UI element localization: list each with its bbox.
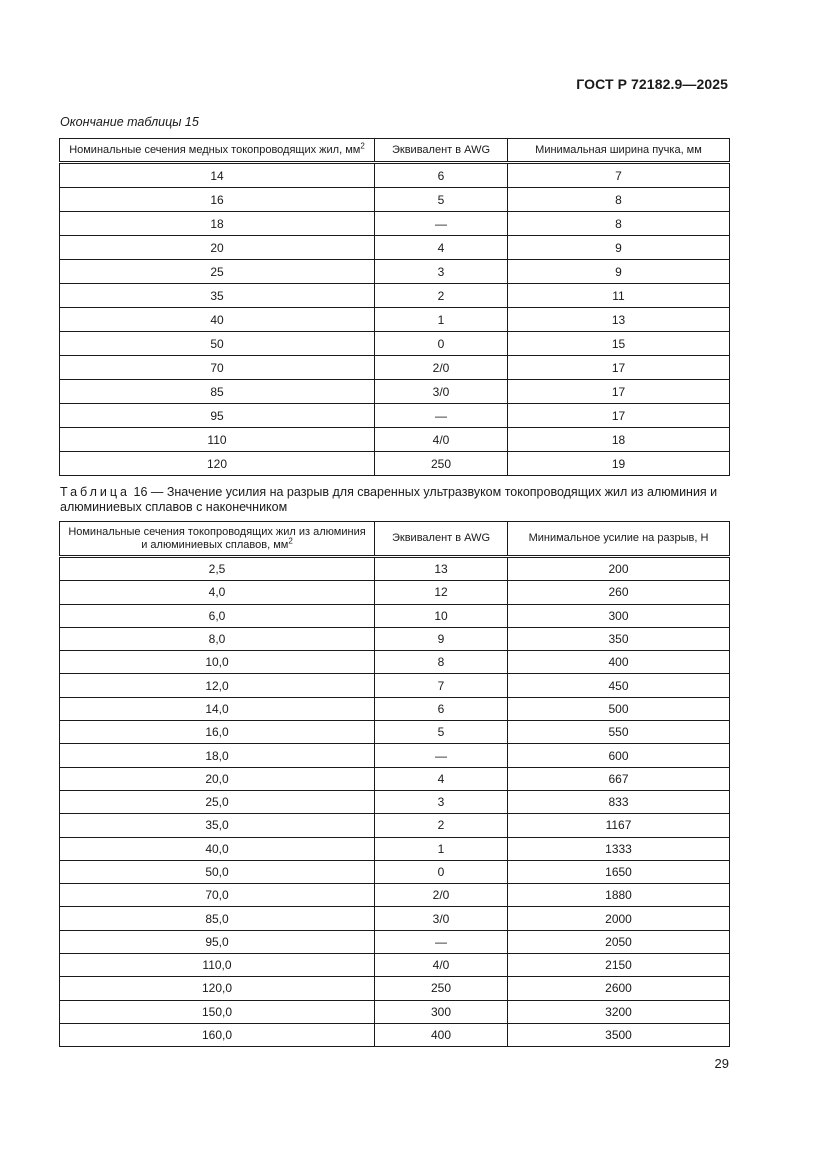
table-cell: 5 bbox=[375, 188, 508, 212]
table-row bbox=[60, 744, 730, 767]
table-row bbox=[60, 627, 730, 650]
table-cell: 10,0 bbox=[60, 651, 375, 674]
table-cell: 400 bbox=[375, 1023, 508, 1046]
table-cell: 18 bbox=[508, 428, 730, 452]
table-cell: 40 bbox=[60, 308, 375, 332]
table-cell: 85 bbox=[60, 380, 375, 404]
table-row bbox=[60, 557, 730, 581]
table-cell: 25,0 bbox=[60, 790, 375, 813]
table-row bbox=[60, 163, 730, 188]
table-cell: 7 bbox=[508, 163, 730, 188]
table-cell: 250 bbox=[375, 452, 508, 476]
table-cell: 70,0 bbox=[60, 884, 375, 907]
table-cell: 0 bbox=[375, 332, 508, 356]
table-header-row bbox=[60, 139, 730, 163]
table-row bbox=[60, 860, 730, 883]
table-cell: 160,0 bbox=[60, 1023, 375, 1046]
table-cell: 13 bbox=[375, 557, 508, 581]
table-cell: 17 bbox=[508, 356, 730, 380]
table-cell: 2000 bbox=[508, 907, 730, 930]
table-cell: 250 bbox=[375, 977, 508, 1000]
table-cell: 9 bbox=[375, 627, 508, 650]
table-cell: 3/0 bbox=[375, 380, 508, 404]
table-cell: 8,0 bbox=[60, 627, 375, 650]
table-cell: 20,0 bbox=[60, 767, 375, 790]
table-cell: 6 bbox=[375, 163, 508, 188]
table-cell: 600 bbox=[508, 744, 730, 767]
table-header-row bbox=[60, 522, 730, 557]
table-cell: 70 bbox=[60, 356, 375, 380]
table-cell: 17 bbox=[508, 404, 730, 428]
table-row bbox=[60, 332, 730, 356]
table-cell: 8 bbox=[508, 212, 730, 236]
table-cell: 12 bbox=[375, 581, 508, 604]
table-row bbox=[60, 188, 730, 212]
table-cell: 13 bbox=[508, 308, 730, 332]
table-row bbox=[60, 930, 730, 953]
table-16 bbox=[59, 521, 730, 1047]
column-header-awg: Эквивалент в AWG bbox=[375, 522, 508, 557]
table-cell: — bbox=[375, 744, 508, 767]
table-cell: 40,0 bbox=[60, 837, 375, 860]
table-cell: 3/0 bbox=[375, 907, 508, 930]
table-cell: 8 bbox=[375, 651, 508, 674]
table15-caption: Окончание таблицы 15 bbox=[60, 115, 199, 129]
table-row bbox=[60, 697, 730, 720]
column-header-bundle-width: Минимальная ширина пучка, мм bbox=[508, 139, 730, 163]
column-header-breaking-force: Минимальное усилие на разрыв, Н bbox=[508, 522, 730, 557]
table-cell: 35,0 bbox=[60, 814, 375, 837]
table-cell: 4/0 bbox=[375, 954, 508, 977]
table-cell: 150,0 bbox=[60, 1000, 375, 1023]
table-row bbox=[60, 651, 730, 674]
table-row bbox=[60, 212, 730, 236]
table-cell: 12,0 bbox=[60, 674, 375, 697]
table-cell: 4/0 bbox=[375, 428, 508, 452]
table-cell: 50,0 bbox=[60, 860, 375, 883]
table-cell: 1 bbox=[375, 837, 508, 860]
table-cell: 5 bbox=[375, 721, 508, 744]
table-cell: 3 bbox=[375, 260, 508, 284]
table-row bbox=[60, 260, 730, 284]
column-header-cross-section: Номинальные сечения токопроводящих жил из алюминия и алюминиевых сплавов, $мм^2$ bbox=[60, 522, 375, 557]
table-cell: 0 bbox=[375, 860, 508, 883]
table-cell: 10 bbox=[375, 604, 508, 627]
table-cell: 2 bbox=[375, 284, 508, 308]
table-cell: 95 bbox=[60, 404, 375, 428]
table-cell: 2600 bbox=[508, 977, 730, 1000]
table-cell: 120,0 bbox=[60, 977, 375, 1000]
table-cell: — bbox=[375, 212, 508, 236]
table-cell: 2/0 bbox=[375, 356, 508, 380]
table-cell: 300 bbox=[508, 604, 730, 627]
table-cell: 2150 bbox=[508, 954, 730, 977]
table-cell: 50 bbox=[60, 332, 375, 356]
table-cell: 19 bbox=[508, 452, 730, 476]
table16-caption-label: Таблица bbox=[60, 485, 131, 499]
table-15 bbox=[59, 138, 730, 476]
table-cell: 450 bbox=[508, 674, 730, 697]
table-cell: 500 bbox=[508, 697, 730, 720]
table-cell: 2050 bbox=[508, 930, 730, 953]
table-cell: 3200 bbox=[508, 1000, 730, 1023]
table-cell: 7 bbox=[375, 674, 508, 697]
table-cell: 400 bbox=[508, 651, 730, 674]
table-row bbox=[60, 404, 730, 428]
table-cell: 2,5 bbox=[60, 557, 375, 581]
table-cell: 6 bbox=[375, 697, 508, 720]
table-row bbox=[60, 356, 730, 380]
table-cell: 4 bbox=[375, 236, 508, 260]
table-cell: 1650 bbox=[508, 860, 730, 883]
table-row bbox=[60, 428, 730, 452]
table-cell: 16,0 bbox=[60, 721, 375, 744]
table-cell: 95,0 bbox=[60, 930, 375, 953]
table16-caption bbox=[60, 485, 732, 515]
table-cell: 2/0 bbox=[375, 884, 508, 907]
table-cell: 667 bbox=[508, 767, 730, 790]
table-row bbox=[60, 1023, 730, 1046]
page-number: 29 bbox=[714, 1056, 729, 1071]
table-cell: 18 bbox=[60, 212, 375, 236]
table-cell: 18,0 bbox=[60, 744, 375, 767]
column-header-cross-section: Номинальные сечения медных токопроводящих жил, $мм^2$ bbox=[60, 139, 375, 163]
table-cell: 3 bbox=[375, 790, 508, 813]
table-cell: 1880 bbox=[508, 884, 730, 907]
table-cell: 6,0 bbox=[60, 604, 375, 627]
table-cell: 1 bbox=[375, 308, 508, 332]
table-row bbox=[60, 674, 730, 697]
table-row bbox=[60, 380, 730, 404]
table-cell: 11 bbox=[508, 284, 730, 308]
table-row bbox=[60, 721, 730, 744]
table-row bbox=[60, 308, 730, 332]
table16-caption-text: 16 — Значение усилия на разрыв для сваренных ультразвуком токопроводящих жил из алюминия и алюминиевых сплавов с наконечником bbox=[60, 485, 718, 514]
table-cell: 110 bbox=[60, 428, 375, 452]
table-row bbox=[60, 581, 730, 604]
table-row bbox=[60, 767, 730, 790]
table-row bbox=[60, 884, 730, 907]
table-cell: 8 bbox=[508, 188, 730, 212]
table-cell: 120 bbox=[60, 452, 375, 476]
table-row bbox=[60, 790, 730, 813]
table-cell: — bbox=[375, 930, 508, 953]
table-row bbox=[60, 907, 730, 930]
table-row bbox=[60, 1000, 730, 1023]
table-cell: 35 bbox=[60, 284, 375, 308]
table-row bbox=[60, 236, 730, 260]
table-cell: 2 bbox=[375, 814, 508, 837]
table-row bbox=[60, 837, 730, 860]
table-cell: 350 bbox=[508, 627, 730, 650]
table-cell: 14,0 bbox=[60, 697, 375, 720]
table-row bbox=[60, 452, 730, 476]
document-code: ГОСТ Р 72182.9—2025 bbox=[576, 76, 728, 92]
table-cell: — bbox=[375, 404, 508, 428]
table-cell: 200 bbox=[508, 557, 730, 581]
table-cell: 1333 bbox=[508, 837, 730, 860]
table-cell: 15 bbox=[508, 332, 730, 356]
table-cell: 16 bbox=[60, 188, 375, 212]
table-cell: 833 bbox=[508, 790, 730, 813]
table-row bbox=[60, 604, 730, 627]
table-cell: 9 bbox=[508, 236, 730, 260]
table-row bbox=[60, 954, 730, 977]
table-cell: 85,0 bbox=[60, 907, 375, 930]
table-cell: 4,0 bbox=[60, 581, 375, 604]
table-cell: 260 bbox=[508, 581, 730, 604]
table-row bbox=[60, 284, 730, 308]
table-cell: 14 bbox=[60, 163, 375, 188]
table-cell: 4 bbox=[375, 767, 508, 790]
table-cell: 25 bbox=[60, 260, 375, 284]
table-cell: 300 bbox=[375, 1000, 508, 1023]
table-cell: 9 bbox=[508, 260, 730, 284]
table-cell: 550 bbox=[508, 721, 730, 744]
table-cell: 3500 bbox=[508, 1023, 730, 1046]
table-cell: 110,0 bbox=[60, 954, 375, 977]
table-cell: 20 bbox=[60, 236, 375, 260]
table-cell: 1167 bbox=[508, 814, 730, 837]
column-header-awg: Эквивалент в AWG bbox=[375, 139, 508, 163]
table-row bbox=[60, 814, 730, 837]
table-row bbox=[60, 977, 730, 1000]
table-cell: 17 bbox=[508, 380, 730, 404]
